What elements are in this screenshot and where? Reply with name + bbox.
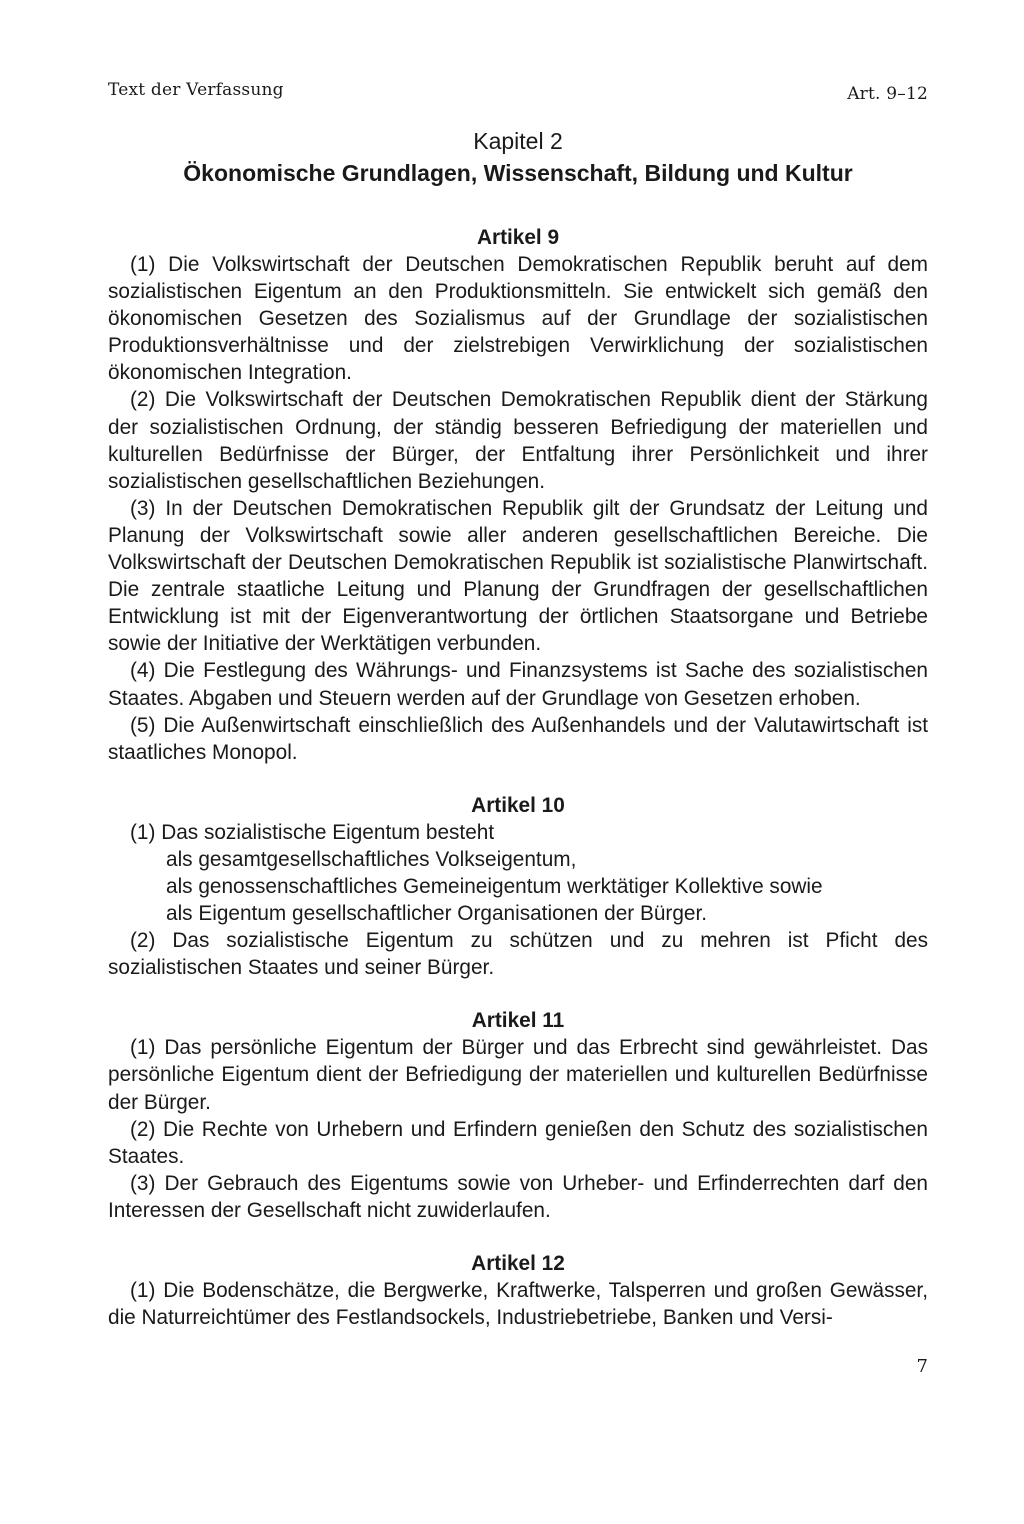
- article-paragraph: (1) Das persönliche Eigentum der Bürger und das Erbrecht sind gewährleistet. Das persönliche Eigentum dient der Befriedigung der materiellen und kulturellen Bedürfnisse der Bürger.: [108, 1036, 928, 1114]
- article-list-line: als genossenschaftliches Gemeineigentum werktätiger Kollektive sowie: [166, 874, 823, 898]
- article-title: Artikel 10: [471, 793, 565, 817]
- article-title: Artikel 9: [476, 226, 560, 249]
- article-list-line: als gesamtgesellschaftliches Volkseigentum,: [166, 847, 577, 871]
- article-9: [108, 224, 928, 766]
- article-paragraph: (2) Das sozialistische Eigentum zu schützen und zu mehren ist Pficht des sozialistischen Staates und seiner Bürger.: [108, 929, 928, 980]
- header-left-title: Text der Verfassung: [108, 80, 284, 100]
- article-title: Artikel 12: [471, 1252, 565, 1275]
- article-12: [108, 1250, 928, 1331]
- chapter-number: Kapitel 2: [473, 128, 563, 154]
- article-paragraph: (2) Die Volkswirtschaft der Deutschen Demokratischen Republik dient der Stärkung der sozialistischen Ordnung, der ständig besseren Befriedigung der materiellen und kulturellen Bedürfnisse der Bürger, der Entfaltung ihrer Persönlichkeit und ihrer sozialistischen gesellschaftlichen Beziehungen.: [108, 388, 928, 493]
- article-paragraph: (4) Die Festlegung des Währungs- und Finanzsystems ist Sache des sozialistischen Staates. Abgaben und Steuern werden auf der Grundlage von Gesetzen erhoben.: [108, 659, 928, 710]
- article-paragraph: (1) Das sozialistische Eigentum besteht: [130, 820, 495, 844]
- article-list-line: als Eigentum gesellschaftlicher Organisationen der Bürger.: [166, 902, 708, 926]
- article-paragraph: (3) In der Deutschen Demokratischen Republik gilt der Grundsatz der Leitung und Planung der Volkswirtschaft sowie aller anderen gesellschaftlichen Bereiche. Die Volkswirtschaft der Deutschen Demokratischen Republik ist sozialistische Planwirtschaft. Die zentrale staatliche Leitung und Planung der Grundfragen der gesellschaftlichen Entwicklung ist mit der Eigenverantwortung der örtlichen Staatsorgane und Betriebe sowie der Initiative der Werktätigen verbunden.: [108, 496, 928, 656]
- article-11: [108, 1007, 928, 1224]
- article-paragraph: (1) Die Bodenschätze, die Bergwerke, Kraftwerke, Talsperren und großen Gewässer, die Naturreichtümer des Festlandsockels, Industriebetriebe, Banken und Versi-: [108, 1279, 928, 1330]
- running-header: [108, 80, 928, 108]
- article-title: Artikel 11: [471, 1009, 565, 1033]
- chapter-title: Ökonomische Grundlagen, Wissenschaft, Bildung und Kultur: [183, 160, 853, 186]
- page-number: 7: [916, 1356, 928, 1377]
- article-paragraph: (5) Die Außenwirtschaft einschließlich des Außenhandels und der Valutawirtschaft ist staatliches Monopol.: [108, 713, 928, 764]
- article-10: [108, 792, 928, 982]
- article-paragraph: (3) Der Gebrauch des Eigentums sowie von Urheber- und Erfinderrechten darf den Interessen der Gesellschaft nicht zuwiderlaufen.: [108, 1171, 928, 1222]
- header-article-range: Art. 9–12: [847, 84, 928, 104]
- article-paragraph: (2) Die Rechte von Urhebern und Erfindern genießen den Schutz des sozialistischen Staates.: [108, 1117, 928, 1168]
- article-paragraph: (1) Die Volkswirtschaft der Deutschen Demokratischen Republik beruht auf dem sozialistischen Eigentum an den Produktionsmitteln. Sie entwickelt sich gemäß den ökonomischen Gesetzen des Sozialismus auf der Grundlage der sozialistischen Produktionsverhältnisse und der zielstrebigen Verwirklichung der sozialistischen ökonomischen Integration.: [108, 253, 928, 385]
- page-body: [108, 126, 928, 1331]
